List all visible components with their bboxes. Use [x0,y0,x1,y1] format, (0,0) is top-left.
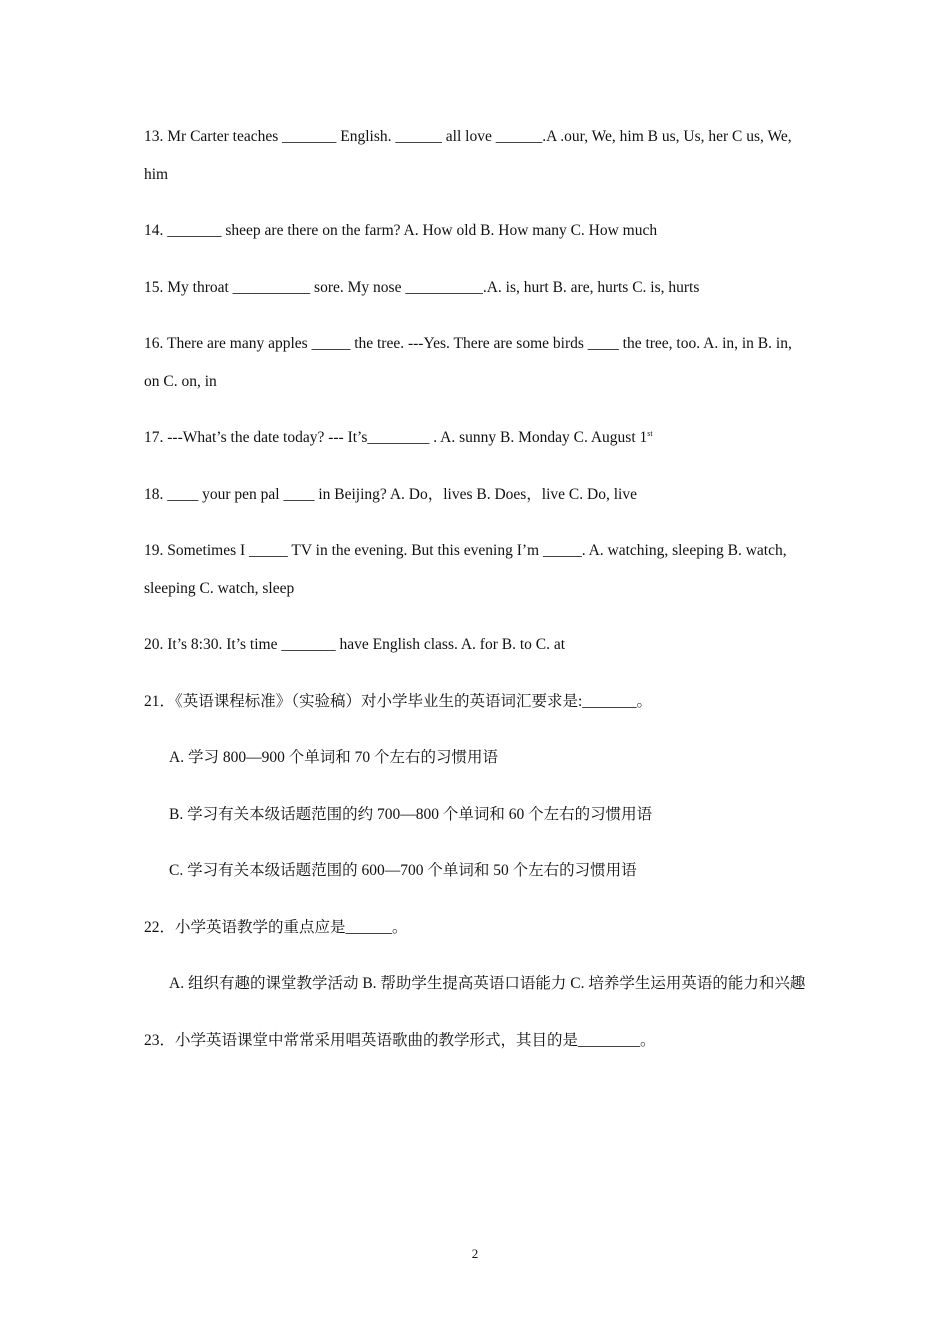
question-21: 21．《英语课程标准》（实验稿）对小学毕业生的英语词汇要求是:_______。 [144,692,653,710]
question-14: 14. _______ sheep are there on the farm? A. How old B. How many C. How much [144,222,658,239]
question-22-options: A. 组织有趣的课堂教学活动 B. 帮助学生提高英语口语能力 C. 培养学生运用英语的能力和兴趣 [169,975,806,992]
question-17 [144,419,809,457]
question-23: 23．小学英语课堂中常常采用唱英语歌曲的教学形式，其目的是________。 [144,1031,656,1049]
question-21-option-c: C. 学习有关本级话题范围的 600—700 个单词和 50 个左右的习惯用语 [169,862,637,879]
ordinal-suffix: st [647,429,653,438]
page-number: 2 [471,1246,479,1261]
question-21-option-a: A. 学习 800—900 个单词和 70 个左右的习惯用语 [169,749,498,766]
question-22: 22．小学英语教学的重点应是______。 [144,918,408,936]
question-list [144,118,809,1078]
question-15: 15. My throat __________ sore. My nose __________.A. is, hurt B. are, hurts C. is, hurts [144,278,700,296]
question-13: 13. Mr Carter teaches _______ English. ______ all love ______.A .our, We, him B us, Us, her C us, We, him [144,128,792,183]
question-21-option-b: B. 学习有关本级话题范围的约 700—800 个单词和 60 个左右的习惯用语 [169,805,653,823]
question-19: 19. Sometimes I _____ TV in the evening. But this evening I’m _____. A. watching, sleeping B. watch, sleeping C. watch, sleep [144,542,787,597]
question-18: 18. ____ your pen pal ____ in Beijing? A. Do，lives B. Does，live C. Do, live [144,485,637,503]
question-17-text: 17. ---What’s the date today? --- It’s________ . A. sunny B. Monday C. August 1 [144,429,648,446]
question-16: 16. There are many apples _____ the tree. ---Yes. There are some birds ____ the tree, too. A. in, in B. in, on C. on, in [144,335,792,390]
question-20: 20. It’s 8:30. It’s time _______ have English class. A. for B. to C. at [144,636,566,653]
